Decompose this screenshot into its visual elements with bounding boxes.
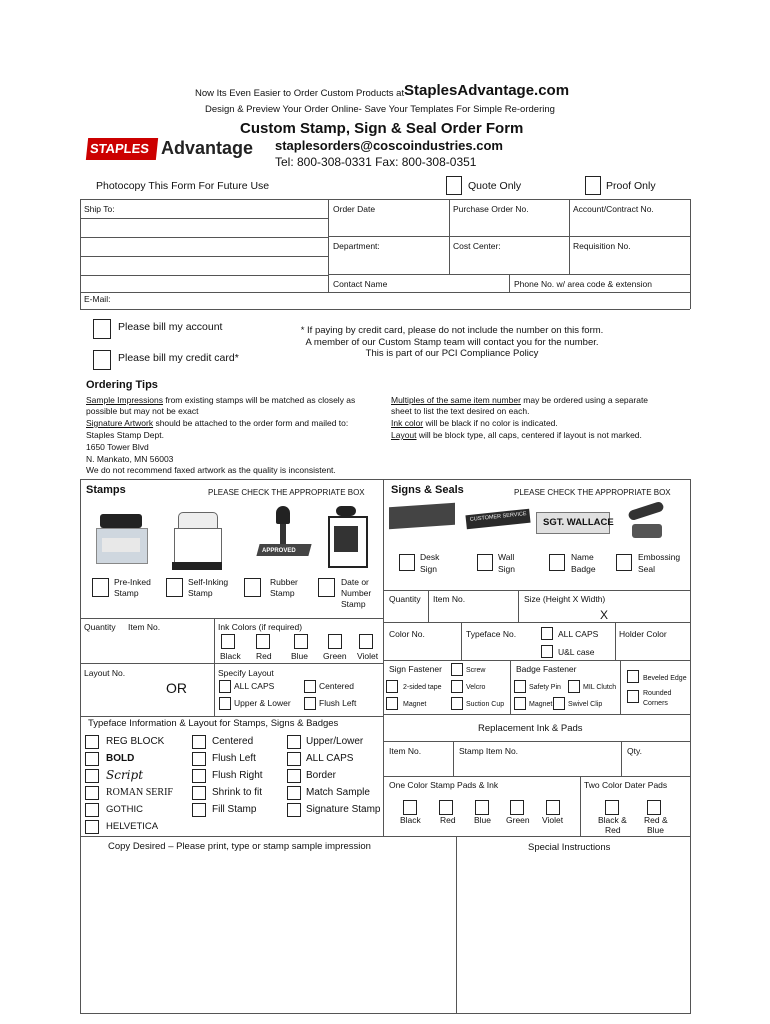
magnet-label: Magnet <box>403 701 427 708</box>
ink-violet-label: Violet <box>357 651 379 661</box>
tips-right-line1-rest: may be ordered using a separate <box>520 395 649 405</box>
layout-all-caps-checkbox[interactable] <box>219 680 231 693</box>
typeface-gothic-label: GOTHIC <box>106 804 143 815</box>
tips-multiples: Multiples of the same item number <box>391 395 521 405</box>
tips-line3 <box>86 418 348 429</box>
pad-black-red-label-1: Black & <box>598 815 627 825</box>
pad-blue-checkbox[interactable] <box>475 800 489 815</box>
tips-right-line4-rest: will be block type, all caps, centered if layout is not marked. <box>416 430 642 440</box>
centered-label: Centered <box>212 736 254 747</box>
tips-right-line2: sheet to list the text desired on each. <box>391 406 530 416</box>
dater-checkbox[interactable] <box>318 578 335 597</box>
layout-centered-checkbox[interactable] <box>304 680 316 693</box>
sign-ul-case-label: U&L case <box>558 647 595 657</box>
stamps-title: Stamps <box>86 484 126 496</box>
pad-red-blue-label-1: Red & <box>644 815 668 825</box>
bill-account-checkbox[interactable] <box>93 319 111 339</box>
quote-only-checkbox[interactable] <box>446 176 462 195</box>
signature-stamp-label: Signature Stamp <box>306 804 381 815</box>
badge-fastener-label: Badge Fastener <box>516 664 577 674</box>
contact-email: staplesorders@coscoindustries.com <box>275 138 503 153</box>
embossing-seal-label-2: Seal <box>638 564 656 574</box>
safety-pin-label: Safety Pin <box>529 684 561 691</box>
typeface-script-label: Script <box>106 768 144 782</box>
name-badge-label-2: Badge <box>571 564 596 574</box>
one-color-pads-label: One Color Stamp Pads & Ink <box>389 780 499 790</box>
embossing-seal-image <box>624 500 668 544</box>
sign-all-caps-label: ALL CAPS <box>558 629 599 639</box>
dater-label-2: Number <box>341 588 372 598</box>
tips-line3-rest: should be attached to the order form and mailed to: <box>153 418 349 428</box>
rounded-corners-checkbox[interactable] <box>627 690 639 703</box>
layout-centered-label: Centered <box>319 681 354 691</box>
sign-all-caps-checkbox[interactable] <box>541 627 553 640</box>
tips-line7: We do not recommend faxed artwork as the quality is inconsistent. <box>86 465 336 475</box>
specify-layout-label: Specify Layout <box>218 668 274 678</box>
credit-note-line2: A member of our Custom Stamp team will contact you for the number. <box>305 336 599 348</box>
header-line2: Design & Preview Your Order Online- Save Your Templates For Simple Re-ordering <box>205 104 555 115</box>
name-badge-checkbox[interactable] <box>549 554 565 571</box>
desk-sign-image <box>389 503 455 530</box>
border-label: Border <box>306 770 337 781</box>
typeface-reg-block-label: REG BLOCK <box>106 736 165 747</box>
ship-to-label: Ship To: <box>84 204 115 214</box>
embossing-seal-checkbox[interactable] <box>616 554 632 571</box>
pre-inked-label-1: Pre-Inked <box>114 577 151 587</box>
layout-all-caps-label: ALL CAPS <box>234 681 275 691</box>
all-caps-checkbox[interactable] <box>287 752 301 766</box>
ink-violet-checkbox[interactable] <box>359 634 373 649</box>
typeface-gothic-checkbox[interactable] <box>85 803 99 817</box>
tips-layout: Layout <box>391 430 417 440</box>
two-sided-tape-label: 2-sided tape <box>403 684 442 691</box>
ink-blue-label: Blue <box>291 651 309 661</box>
credit-note-line1: * If paying by credit card, please do not include the number on this form. <box>300 325 604 336</box>
layout-upper-lower-label: Upper & Lower <box>234 698 291 708</box>
magnet-checkbox[interactable] <box>386 697 398 710</box>
department-label: Department: <box>333 241 380 251</box>
badge-magnet-checkbox[interactable] <box>514 697 526 710</box>
ink-black-label: Black <box>220 651 241 661</box>
tips-line5: 1650 Tower Blvd <box>86 442 149 452</box>
dater-stamp-image <box>324 506 368 570</box>
two-sided-tape-checkbox[interactable] <box>386 680 398 693</box>
pad-red-blue-label-2: Blue <box>647 825 665 835</box>
replacement-qty-label: Qty. <box>627 746 642 756</box>
credit-note-line3: This is part of our PCI Compliance Policy <box>365 348 539 359</box>
mil-clutch-label: MIL Clutch <box>583 684 617 691</box>
flush-left-checkbox[interactable] <box>192 752 206 766</box>
pad-black-label: Black <box>400 815 421 825</box>
tips-right-line3 <box>391 418 558 429</box>
or-label: OR <box>166 680 187 696</box>
velcro-label: Velcro <box>466 684 486 691</box>
tips-line1 <box>86 395 355 406</box>
self-inking-checkbox[interactable] <box>166 578 183 597</box>
typeface-bold-label: BOLD <box>106 753 135 764</box>
wall-sign-image <box>465 509 530 530</box>
wall-sign-label-1: Wall <box>498 552 515 562</box>
bill-account-label: Please bill my account <box>118 321 223 333</box>
replacement-title: Replacement Ink & Pads <box>478 723 583 734</box>
email-label: E-Mail: <box>84 294 111 304</box>
flush-right-checkbox[interactable] <box>192 769 206 783</box>
sign-quantity-label: Quantity <box>389 594 421 604</box>
order-date-label: Order Date <box>333 204 376 214</box>
tips-ink-color: Ink color <box>391 418 424 428</box>
mil-clutch-checkbox[interactable] <box>568 680 580 693</box>
wall-sign-checkbox[interactable] <box>477 554 493 571</box>
cost-center-label: Cost Center: <box>453 241 501 251</box>
desk-sign-label-1: Desk <box>420 552 440 562</box>
name-badge-image <box>536 512 614 534</box>
pad-red-label: Red <box>440 815 456 825</box>
size-x-label: X <box>600 608 609 622</box>
proof-only-label: Proof Only <box>606 180 656 192</box>
approved-label: APPROVED <box>262 548 296 554</box>
sign-ul-case-checkbox[interactable] <box>541 645 553 658</box>
contact-name-label: Contact Name <box>333 279 388 289</box>
tips-right-line3-rest: will be black if no color is indicated. <box>423 418 558 428</box>
typeface-script-checkbox[interactable] <box>85 769 99 783</box>
ink-green-label: Green <box>323 651 347 661</box>
phone-label: Phone No. w/ area code & extension <box>514 279 652 289</box>
all-caps-label: ALL CAPS <box>306 753 354 764</box>
header-line1: Now Its Even Easier to Order Custom Products at <box>195 88 405 99</box>
ordering-tips-title: Ordering Tips <box>86 379 158 391</box>
stamp-item-no-label: Item No. <box>128 622 161 632</box>
shrink-to-fit-label: Shrink to fit <box>212 787 263 798</box>
flush-right-label: Flush Right <box>212 770 263 781</box>
layout-flush-left-checkbox[interactable] <box>304 697 316 710</box>
pad-blue-label: Blue <box>474 815 492 825</box>
pad-black-checkbox[interactable] <box>403 800 417 815</box>
beveled-edge-checkbox[interactable] <box>627 670 639 683</box>
dater-label-1: Date or <box>341 577 369 587</box>
page-title: Custom Stamp, Sign & Seal Order Form <box>240 120 524 137</box>
screw-label: Screw <box>466 667 486 674</box>
pre-inked-stamp-image <box>92 514 150 568</box>
special-instructions-label: Special Instructions <box>528 842 611 853</box>
sign-item-no-label: Item No. <box>433 594 466 604</box>
badge-magnet-label: Magnet <box>529 701 553 708</box>
stamp-quantity-label: Quantity <box>84 622 116 632</box>
desk-sign-label-2: Sign <box>420 564 438 574</box>
rubber-label-2: Stamp <box>270 588 295 598</box>
ink-blue-checkbox[interactable] <box>294 634 308 649</box>
two-color-pads-label: Two Color Dater Pads <box>584 780 668 790</box>
layout-no-label: Layout No. <box>84 668 126 678</box>
ink-black-checkbox[interactable] <box>221 634 235 649</box>
sign-fastener-label: Sign Fastener <box>389 664 442 674</box>
swivel-clip-label: Swivel Clip <box>568 701 603 708</box>
typeface-title: Typeface Information & Layout for Stamps, Signs & Badges <box>88 718 339 729</box>
typeface-roman-serif-label: ROMAN SERIF <box>106 787 173 798</box>
ink-colors-label: Ink Colors (if required) <box>218 622 303 632</box>
screw-checkbox[interactable] <box>451 663 463 676</box>
name-badge-label-1: Name <box>571 552 594 562</box>
contact-phones: Tel: 800-308-0331 Fax: 800-308-0351 <box>275 155 477 169</box>
typeface-reg-block-checkbox[interactable] <box>85 735 99 749</box>
rubber-stamp-image <box>254 506 314 566</box>
tips-line1-rest: from existing stamps will be matched as closely as <box>163 395 356 405</box>
upper-lower-label: Upper/Lower <box>306 736 364 747</box>
ink-green-checkbox[interactable] <box>328 634 342 649</box>
advantage-logo: Advantage <box>161 138 254 158</box>
replacement-item-no-label: Item No. <box>389 746 422 756</box>
flush-left-label: Flush Left <box>212 753 256 764</box>
wall-sign-label-2: Sign <box>498 564 516 574</box>
rounded-label-2: Corners <box>643 700 668 707</box>
tips-line2: possible but may not be exact <box>86 406 199 416</box>
pad-red-blue-checkbox[interactable] <box>647 800 661 815</box>
bill-credit-label: Please bill my credit card* <box>118 352 239 364</box>
rounded-label-1: Rounded <box>643 690 672 697</box>
typeface-roman-serif-checkbox[interactable] <box>85 786 99 800</box>
staples-logo <box>86 138 158 160</box>
pad-violet-label: Violet <box>542 815 564 825</box>
signs-title: Signs & Seals <box>391 484 464 496</box>
upper-lower-checkbox[interactable] <box>287 735 301 749</box>
pad-green-label: Green <box>506 815 530 825</box>
match-sample-checkbox[interactable] <box>287 786 301 800</box>
suction-cup-checkbox[interactable] <box>451 697 463 710</box>
pre-inked-checkbox[interactable] <box>92 578 109 597</box>
fill-stamp-checkbox[interactable] <box>192 803 206 817</box>
proof-only-checkbox[interactable] <box>585 176 601 195</box>
stamps-check-note: PLEASE CHECK THE APPROPRIATE BOX <box>208 488 365 497</box>
bill-credit-checkbox[interactable] <box>93 350 111 370</box>
signature-stamp-checkbox[interactable] <box>287 803 301 817</box>
rubber-stamp-checkbox[interactable] <box>244 578 261 597</box>
customer-service-label: CUSTOMER SERVICE <box>469 511 527 523</box>
copy-desired-label: Copy Desired – Please print, type or stamp sample impression <box>108 841 371 852</box>
fill-stamp-label: Fill Stamp <box>212 804 257 815</box>
pre-inked-label-2: Stamp <box>114 588 139 598</box>
replacement-stamp-item-label: Stamp Item No. <box>459 746 519 756</box>
ink-red-checkbox[interactable] <box>256 634 270 649</box>
pad-green-checkbox[interactable] <box>510 800 524 815</box>
typeface-no-label: Typeface No. <box>466 629 517 639</box>
self-inking-label-1: Self-Inking <box>188 577 229 587</box>
requisition-label: Requisition No. <box>573 241 631 251</box>
tips-line4: Staples Stamp Dept. <box>86 430 164 440</box>
centered-checkbox[interactable] <box>192 735 206 749</box>
desk-sign-checkbox[interactable] <box>399 554 415 571</box>
pad-violet-checkbox[interactable] <box>546 800 560 815</box>
self-inking-stamp-image <box>172 512 222 572</box>
account-no-label: Account/Contract No. <box>573 204 654 214</box>
typeface-helvetica-label: HELVETICA <box>106 821 159 832</box>
holder-color-label: Holder Color <box>619 629 667 639</box>
safety-pin-checkbox[interactable] <box>514 680 526 693</box>
tips-signature-artwork: Signature Artwork <box>86 418 154 428</box>
staples-logo-text: STAPLES <box>89 141 150 156</box>
match-sample-label: Match Sample <box>306 787 370 798</box>
tips-right-line4 <box>391 430 642 441</box>
border-checkbox[interactable] <box>287 769 301 783</box>
layout-flush-left-label: Flush Left <box>319 698 357 708</box>
site-name[interactable]: StaplesAdvantage.com <box>404 82 570 99</box>
self-inking-label-2: Stamp <box>188 588 213 598</box>
signs-check-note: PLEASE CHECK THE APPROPRIATE BOX <box>514 488 671 497</box>
suction-cup-label: Suction Cup <box>466 701 505 708</box>
pad-black-red-label-2: Red <box>605 825 621 835</box>
po-no-label: Purchase Order No. <box>453 204 529 214</box>
photocopy-note: Photocopy This Form For Future Use <box>96 180 270 192</box>
typeface-bold-checkbox[interactable] <box>85 752 99 766</box>
color-no-label: Color No. <box>389 629 425 639</box>
embossing-seal-label-1: Embossing <box>638 552 681 562</box>
pad-red-checkbox[interactable] <box>439 800 453 815</box>
rubber-label-1: Rubber <box>270 577 298 587</box>
beveled-edge-label: Beveled Edge <box>643 675 687 682</box>
dater-label-3: Stamp <box>341 599 366 609</box>
quote-only-label: Quote Only <box>468 180 522 192</box>
shrink-to-fit-checkbox[interactable] <box>192 786 206 800</box>
layout-upper-lower-checkbox[interactable] <box>219 697 231 710</box>
velcro-checkbox[interactable] <box>451 680 463 693</box>
sign-size-label: Size (Height X Width) <box>524 594 606 604</box>
ink-red-label: Red <box>256 651 272 661</box>
tips-line6: N. Mankato, MN 56003 <box>86 454 174 464</box>
credit-card-note <box>272 325 632 360</box>
tips-sample-impressions: Sample Impressions <box>86 395 164 405</box>
typeface-helvetica-checkbox[interactable] <box>85 820 99 834</box>
pad-black-red-checkbox[interactable] <box>605 800 619 815</box>
swivel-clip-checkbox[interactable] <box>553 697 565 710</box>
sgt-wallace-label: SGT. WALLACE <box>543 517 614 528</box>
tips-right-line1 <box>391 395 648 406</box>
